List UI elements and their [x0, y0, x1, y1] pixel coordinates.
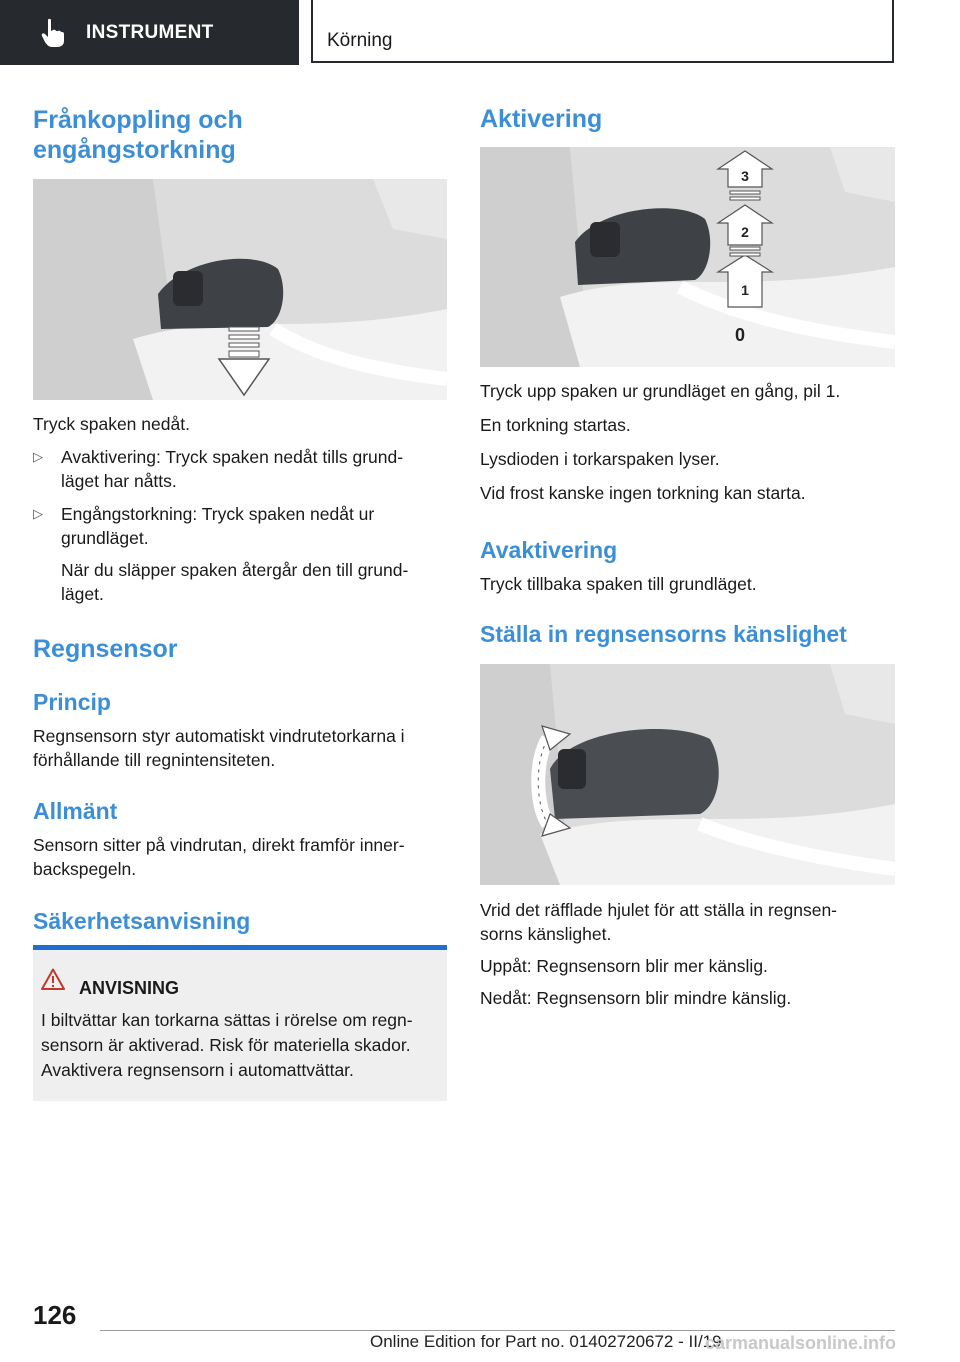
sensitivity-wheel-illustration [480, 664, 895, 885]
heading-frankoppling [33, 105, 243, 165]
text-line: förhållande till regnintensiteten. [33, 750, 276, 770]
heading-line: Frånkoppling och [33, 106, 243, 134]
warning-triangle-icon [41, 968, 65, 990]
heading-aktivering: Aktivering [480, 105, 603, 133]
notice-box [33, 945, 447, 1101]
figure-sensitivity-wheel [480, 664, 895, 885]
text-line: backspegeln. [33, 859, 137, 879]
list-item [33, 445, 447, 495]
text-line: sorns känslighet. [480, 924, 612, 944]
section-header [311, 0, 894, 63]
bullet-line: När du släpper spaken återgår den till grund- [61, 560, 409, 580]
intro-text: Tryck spaken nedåt. [33, 414, 190, 434]
chapter-tab [0, 0, 299, 65]
text-line: I biltvättar kan torkarna sättas i rörelse om regn- [41, 1010, 413, 1030]
text-line: Lysdioden i torkarspaken lyser. [480, 449, 720, 469]
heading-kanslighet: Ställa in regnsensorns känslighet [480, 621, 847, 647]
text-line: Tryck upp spaken ur grundläget en gång, pil 1. [480, 381, 841, 401]
text-line: Nedåt: Regnsensorn blir mindre känslig. [480, 988, 792, 1008]
text-line: Regnsensorn styr automatiskt vindrutetorkarna i [33, 726, 405, 746]
triangle-bullet-icon: ▷ [33, 506, 43, 521]
bullet-line: grundläget. [61, 528, 149, 548]
edition-text: Online Edition for Part no. 01402720672 - II/19 [370, 1332, 722, 1351]
text-line: Vrid det räfflade hjulet för att ställa in regnsen- [480, 900, 838, 920]
heading-avaktivering: Avaktivering [480, 537, 618, 563]
text-line: Avaktivera regnsensorn i automattvättar. [41, 1060, 354, 1080]
princip-text [33, 724, 447, 772]
lever-down-illustration [33, 179, 447, 400]
pointing-hand-icon [40, 18, 66, 48]
heading-regnsensor: Regnsensor [33, 635, 178, 663]
figure-lever-down [33, 179, 447, 400]
arrow-label-3: 3 [741, 168, 749, 184]
bullet-line: Avaktivering: Tryck spaken nedåt tills grund- [61, 447, 404, 467]
figure-lever-up [480, 147, 895, 367]
heading-allmant: Allmänt [33, 798, 118, 824]
aktivering-text [480, 379, 895, 505]
text-line: sensorn är aktiverad. Risk för materiella skador. [41, 1035, 411, 1055]
lever-up-illustration [480, 147, 895, 367]
arrow-label-0: 0 [734, 325, 746, 345]
kanslighet-text [480, 898, 895, 1010]
bullet-line: Engångstorkning: Tryck spaken nedåt ur [61, 504, 375, 524]
avaktivering-text: Tryck tillbaka spaken till grundläget. [480, 574, 757, 594]
text-line: Sensorn sitter på vindrutan, direkt framför inner- [33, 835, 405, 855]
list-item [33, 502, 447, 612]
arrow-label-1: 1 [741, 282, 749, 298]
bullet-line: läget. [61, 584, 104, 604]
triangle-bullet-icon: ▷ [33, 449, 43, 464]
footer-divider [100, 1330, 895, 1331]
allmant-text [33, 833, 447, 881]
notice-title: ANVISNING [79, 978, 180, 998]
notice-text [41, 1008, 446, 1083]
chapter-tab-label: INSTRUMENT [86, 21, 214, 43]
arrow-label-2: 2 [741, 224, 749, 240]
text-line: En torkning startas. [480, 415, 631, 435]
text-line: Uppåt: Regnsensorn blir mer känslig. [480, 956, 768, 976]
page-number: 126 [33, 1300, 77, 1330]
text-line: Vid frost kanske ingen torkning kan starta. [480, 483, 806, 503]
watermark: carmanualsonline.info [705, 1333, 897, 1353]
heading-princip: Princip [33, 689, 111, 715]
text-paragraph [480, 898, 895, 946]
heading-line: engångstorkning [33, 136, 236, 164]
section-label: Körning [327, 30, 393, 51]
heading-sakerhetsanvisning: Säkerhetsanvisning [33, 908, 251, 934]
bullet-line: läget har nåtts. [61, 471, 177, 491]
